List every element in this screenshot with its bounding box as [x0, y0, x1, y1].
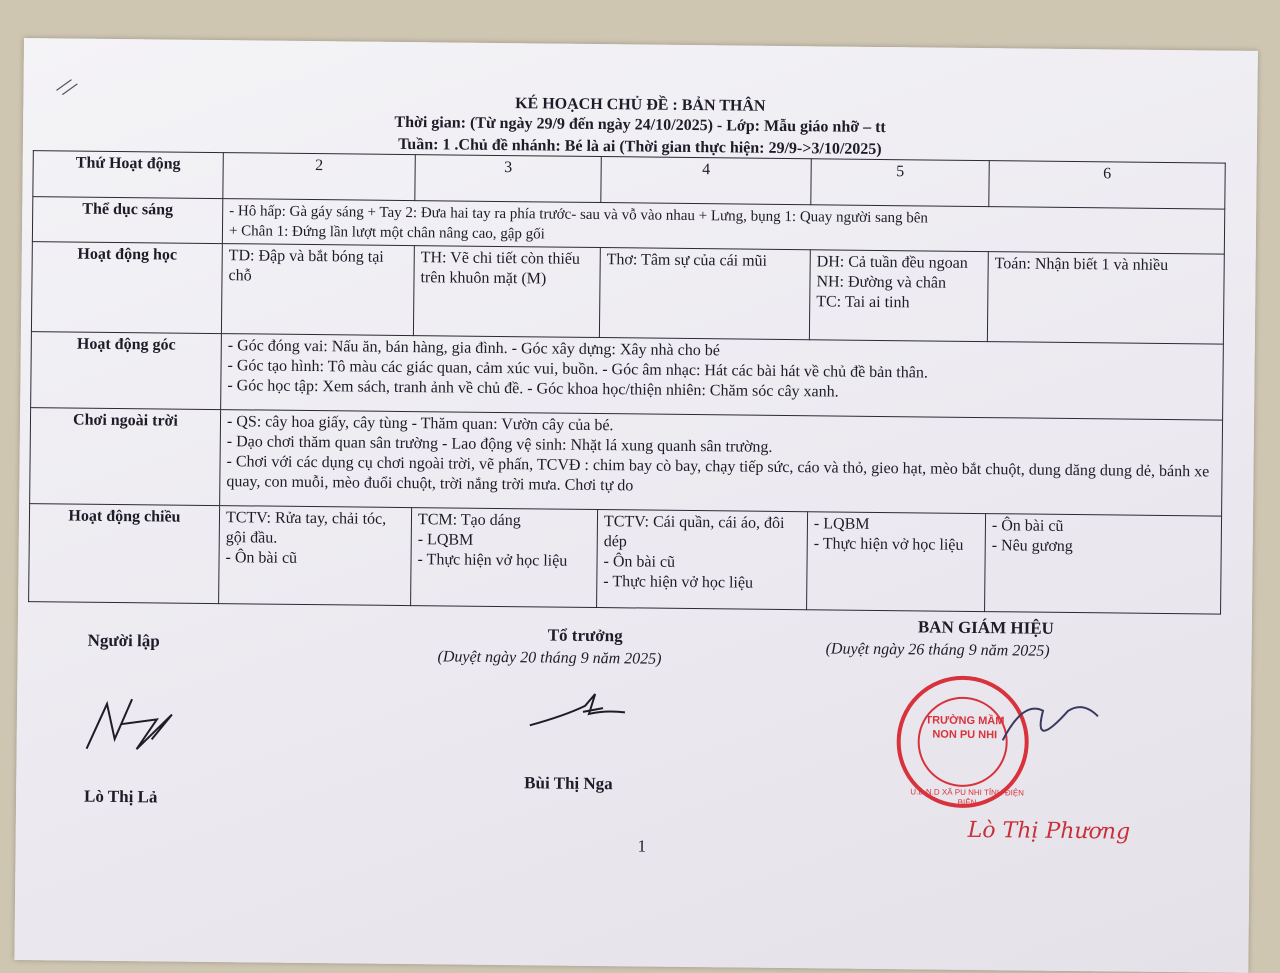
chieu-cell: [597, 510, 808, 610]
chieu-line: - Thực hiện vở học liệu: [813, 535, 964, 554]
pen-mark: //: [52, 71, 82, 104]
hoc-cell: TH: Vẽ chi tiết còn thiếu trên khuôn mặt (M): [413, 246, 600, 338]
bgh-name: Lò Thị Phương: [967, 817, 1131, 845]
plan-title: KÉ HOẠCH CHỦ ĐỀ : BẢN THÂN: [515, 95, 766, 115]
nguoi-lap-title: Người lập: [87, 630, 160, 651]
hoc-cell: Thơ: Tâm sự của cái mũi: [599, 248, 810, 340]
bgh-title: BAN GIÁM HIỆU: [917, 617, 1054, 638]
hoc-cell: [809, 250, 988, 342]
goc-line: - Góc tạo hình: Tô màu các giác quan, cảm xúc vui, buồn. - Góc âm nhạc: Hát các bài hát về chủ đề bản thân.: [227, 357, 928, 382]
ngoai-troi-line: - Dạo chơi thăm quan sân trường - Lao động vệ sinh: Nhặt lá xung quanh sân trường.: [226, 433, 773, 456]
activity-table: [28, 150, 1226, 614]
to-truong-title: Tổ trưởng: [547, 625, 623, 646]
chieu-line: - Nêu gương: [991, 537, 1073, 556]
row-label-hoat-dong-hoc: Hoạt động học: [31, 242, 222, 334]
table-row: [31, 332, 1224, 420]
hoc-line: NH: Đường và chân: [816, 273, 947, 292]
hoc-cell: Toán: Nhận biết 1 và nhiều: [987, 252, 1224, 344]
day-6: 6: [989, 161, 1225, 209]
to-truong-approval: (Duyệt ngày 20 tháng 9 năm 2025): [437, 648, 662, 668]
chieu-line: - Thực hiện vở học liệu: [603, 573, 754, 592]
ngoai-troi-line: - Chơi với các dụng cụ chơi ngoài trời, vẽ phấn, TCVĐ : chim bay cò bay, chạy tiếp sức, cáo và thỏ, gieo hạt, mèo bắt chuột, dung dăng dung dẻ, bánh xe quay, con muỗi, mèo đuổi chuột, trời nắng trời mưa. Chơi tự do: [226, 453, 1210, 495]
ngoai-troi-content: [220, 410, 1223, 516]
nguoi-lap-name: Lò Thị Lả: [83, 786, 158, 807]
plan-time-line: Thời gian: (Từ ngày 29/9 đến ngày 24/10/2025) - Lớp: Mẫu giáo nhỡ – tt: [394, 113, 886, 137]
chieu-line: - LQBM: [813, 515, 870, 533]
table-row: [29, 504, 1222, 614]
bgh-approval: (Duyệt ngày 26 tháng 9 năm 2025): [825, 640, 1050, 660]
goc-content: [221, 334, 1224, 420]
chieu-line: - Ôn bài cũ: [603, 553, 676, 571]
goc-line: - Góc học tập: Xem sách, tranh ảnh về chủ đề. - Góc khoa học/thiện nhiên: Chăm sóc cây xanh.: [227, 377, 839, 401]
hoc-line: DH: Cả tuần đều ngoan: [816, 253, 968, 272]
day-2: 2: [223, 153, 415, 201]
chieu-cell: [985, 514, 1222, 614]
stamp-center-text: TRƯỜNG MẦM NON PU NHI: [925, 714, 1005, 742]
chieu-cell: [807, 512, 986, 612]
chieu-line: TCM: Tạo dáng: [417, 511, 521, 530]
day-4: 4: [601, 157, 811, 205]
row-label-hoat-dong-goc: Hoạt động góc: [31, 332, 222, 410]
nguoi-lap-signature: [76, 679, 197, 760]
goc-line: - Góc đóng vai: Nấu ăn, bán hàng, gia đình. - Góc xây dựng: Xây nhà cho bé: [227, 337, 720, 360]
hoc-line: TC: Tai ai tinh: [816, 293, 910, 312]
chieu-line: TCTV: Cái quần, cái áo, đôi dép: [603, 513, 785, 551]
day-3: 3: [415, 155, 601, 203]
corner-cell: Thứ Hoạt động: [33, 151, 223, 199]
table-row: [30, 408, 1223, 516]
chieu-line: - Ôn bài cũ: [991, 517, 1064, 535]
row-label-the-duc-sang: Thể dục sáng: [32, 197, 222, 244]
chieu-cell: [411, 508, 598, 608]
chieu-cell: [219, 506, 412, 606]
the-duc-sang-line: + Chân 1: Đứng lần lượt một chân nâng cao, gập gối: [228, 223, 545, 243]
chieu-line: TCTV: Rửa tay, chải tóc, gội đầu.: [225, 509, 387, 547]
day-5: 5: [811, 159, 989, 207]
row-label-hoat-dong-chieu: Hoạt động chiều: [29, 504, 220, 604]
stamp-ring-text: U.B.N.D XÃ PU NHI TỈNH ĐIỆN BIÊN: [910, 787, 1025, 808]
table-row: [31, 242, 1224, 344]
plan-week-line: Tuần: 1 .Chủ đề nhánh: Bé là ai (Thời gian thực hiện: 29/9->3/10/2025): [398, 135, 882, 158]
the-duc-sang-line: - Hô hấp: Gà gáy sáng + Tay 2: Đưa hai tay ra phía trước- sau và vỗ vào nhau + Lưng, bụng 1: Quay người sang bên: [229, 203, 929, 227]
ngoai-troi-line: - QS: cây hoa giấy, cây tùng - Thăm quan: Vườn cây của bé.: [226, 413, 614, 435]
page-number: 1: [637, 836, 647, 856]
row-label-choi-ngoai-troi: Chơi ngoài trời: [30, 408, 221, 506]
hoc-cell: TD: Đập và bắt bóng tại chỗ: [221, 244, 414, 336]
to-truong-name: Bùi Thị Nga: [524, 773, 613, 794]
chieu-line: - Thực hiện vở học liệu: [417, 551, 568, 570]
chieu-line: - LQBM: [417, 531, 474, 549]
chieu-line: - Ôn bài cũ: [225, 549, 298, 567]
to-truong-signature: [525, 685, 636, 736]
document-page: [14, 38, 1258, 973]
